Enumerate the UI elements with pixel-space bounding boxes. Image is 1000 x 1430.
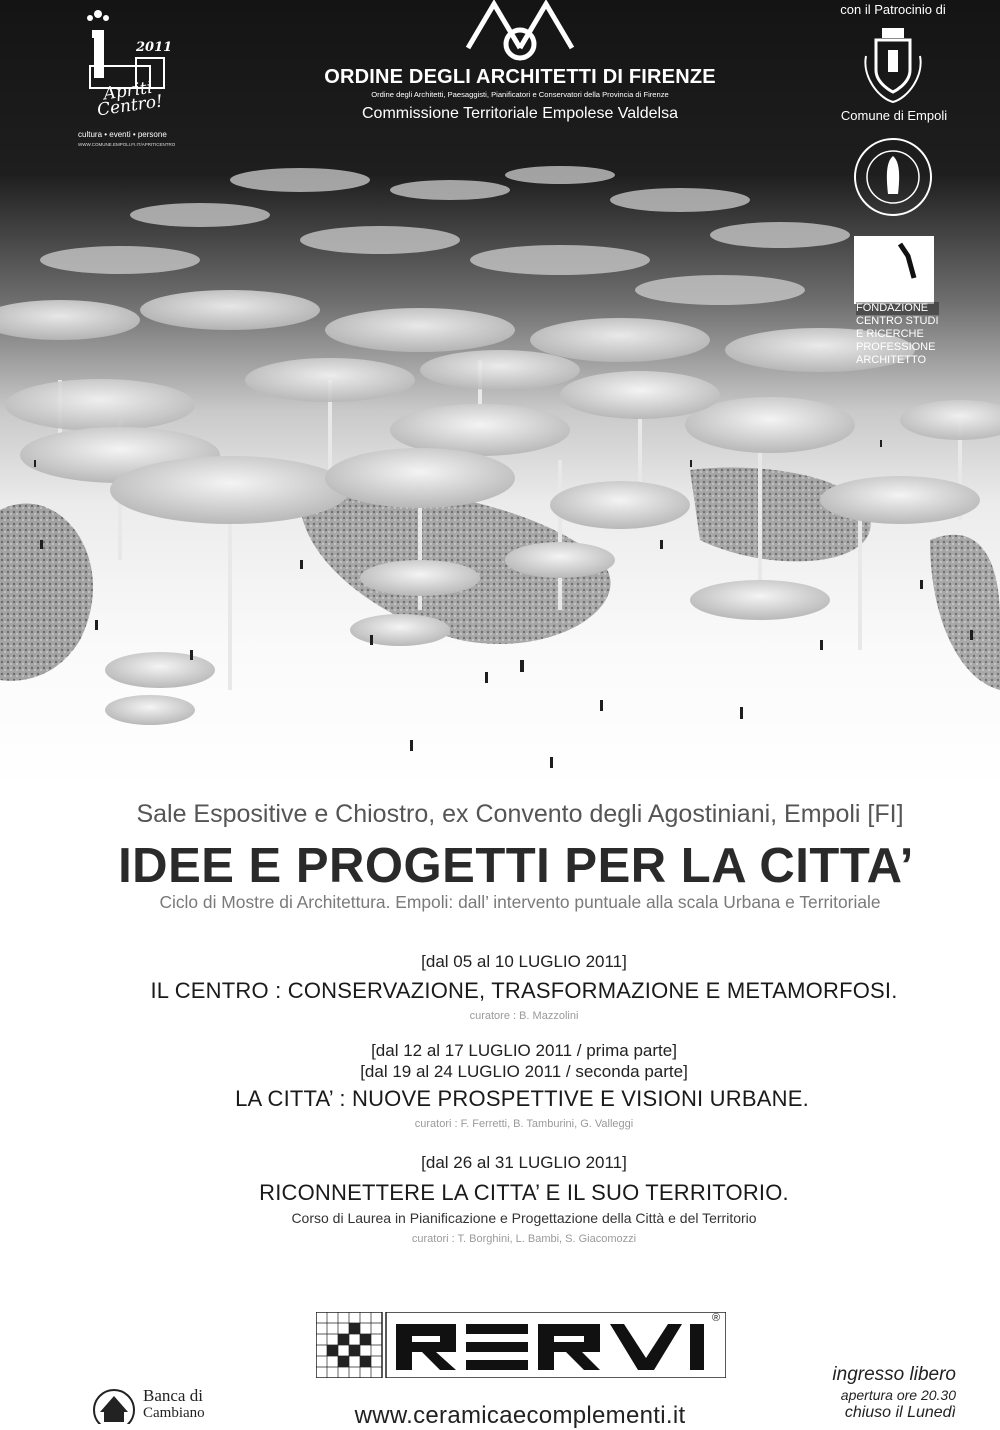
event-title: IL CENTRO : CONSERVAZIONE, TRASFORMAZIONE E METAMORFOSI. bbox=[150, 978, 898, 1003]
sponsor-url[interactable]: www.ceramicaecomplementi.it bbox=[354, 1402, 686, 1429]
apriti-tagline: cultura • eventi • persone bbox=[78, 130, 167, 139]
event-course: Corso di Laurea in Pianificazione e Progettazione della Città e del Territorio bbox=[291, 1210, 757, 1226]
patronage-label: con il Patrocinio di bbox=[840, 2, 946, 17]
apriti-url: WWW.COMUNE.EMPOLI.FI.IT/APRITICENTRO bbox=[78, 142, 176, 147]
order-commission: Commissione Territoriale Empolese Valdelsa bbox=[362, 105, 678, 122]
venue: Sale Espositive e Chiostro, ex Convento degli Agostiniani, Empoli [FI] bbox=[136, 800, 904, 828]
main-title: IDEE E PROGETTI PER LA CITTA’ bbox=[118, 839, 914, 893]
foundation-text bbox=[856, 302, 939, 367]
rervi-logo bbox=[316, 1312, 726, 1378]
foundation-mark-icon bbox=[854, 236, 934, 304]
event-curators: curatori : T. Borghini, L. Bambi, S. Giacomozzi bbox=[411, 1233, 637, 1245]
entry-info: ingresso libero bbox=[832, 1364, 956, 1385]
event-title: RICONNETTERE LA CITTA’ E IL SUO TERRITORIO. bbox=[259, 1180, 789, 1205]
event-curators: curatori : F. Ferretti, B. Tamburini, G. Valleggi bbox=[414, 1118, 634, 1130]
comune-label: Comune di Empoli bbox=[840, 108, 948, 123]
registered-mark: ® bbox=[712, 1312, 721, 1324]
event-date: [dal 19 al 24 LUGLIO 2011 / seconda parte] bbox=[360, 1062, 688, 1081]
order-architects-logo bbox=[460, 0, 580, 62]
university-seal-icon bbox=[852, 136, 934, 218]
closed-day: chiuso il Lunedì bbox=[844, 1404, 956, 1421]
foundation-line: ARCHITETTO bbox=[856, 354, 927, 366]
event-title: LA CITTA’ : NUOVE PROSPETTIVE E VISIONI URBANE. bbox=[235, 1086, 809, 1111]
foundation-line: E RICERCHE bbox=[856, 328, 924, 340]
order-subtitle: Ordine degli Architetti, Paesaggisti, Pianificatori e Conservatori della Provincia di Firenze bbox=[371, 90, 669, 99]
foundation-line: PROFESSIONE bbox=[856, 341, 936, 353]
opening-time: apertura ore 20.30 bbox=[840, 1387, 956, 1403]
opening-info bbox=[780, 1364, 956, 1422]
event-curators: curatore : B. Mazzolini bbox=[469, 1010, 579, 1022]
apriti-title: Apriti Centro! bbox=[95, 77, 165, 121]
foundation-line: FONDAZIONE bbox=[856, 302, 939, 315]
event-date: [dal 26 al 31 LUGLIO 2011] bbox=[421, 1153, 627, 1172]
event-date: [dal 12 al 17 LUGLIO 2011 / prima parte] bbox=[371, 1041, 677, 1060]
foundation-logo bbox=[854, 236, 934, 304]
comune-crest-icon bbox=[858, 26, 928, 106]
cycle-subtitle: Ciclo di Mostre di Architettura. Empoli: dall’ intervento puntuale alla scala Urbana e Territoriale bbox=[159, 892, 881, 912]
bank-line: Banca di bbox=[143, 1386, 203, 1405]
bank-name bbox=[143, 1388, 205, 1421]
apriti-centro-logo bbox=[76, 6, 186, 146]
foundation-line: CENTRO STUDI bbox=[856, 315, 939, 327]
order-title: ORDINE DEGLI ARCHITETTI DI FIRENZE bbox=[324, 66, 716, 88]
event-date: [dal 05 al 10 LUGLIO 2011] bbox=[421, 952, 627, 971]
apriti-year: 2011 bbox=[136, 40, 173, 55]
bank-line: Cambiano bbox=[143, 1405, 205, 1421]
